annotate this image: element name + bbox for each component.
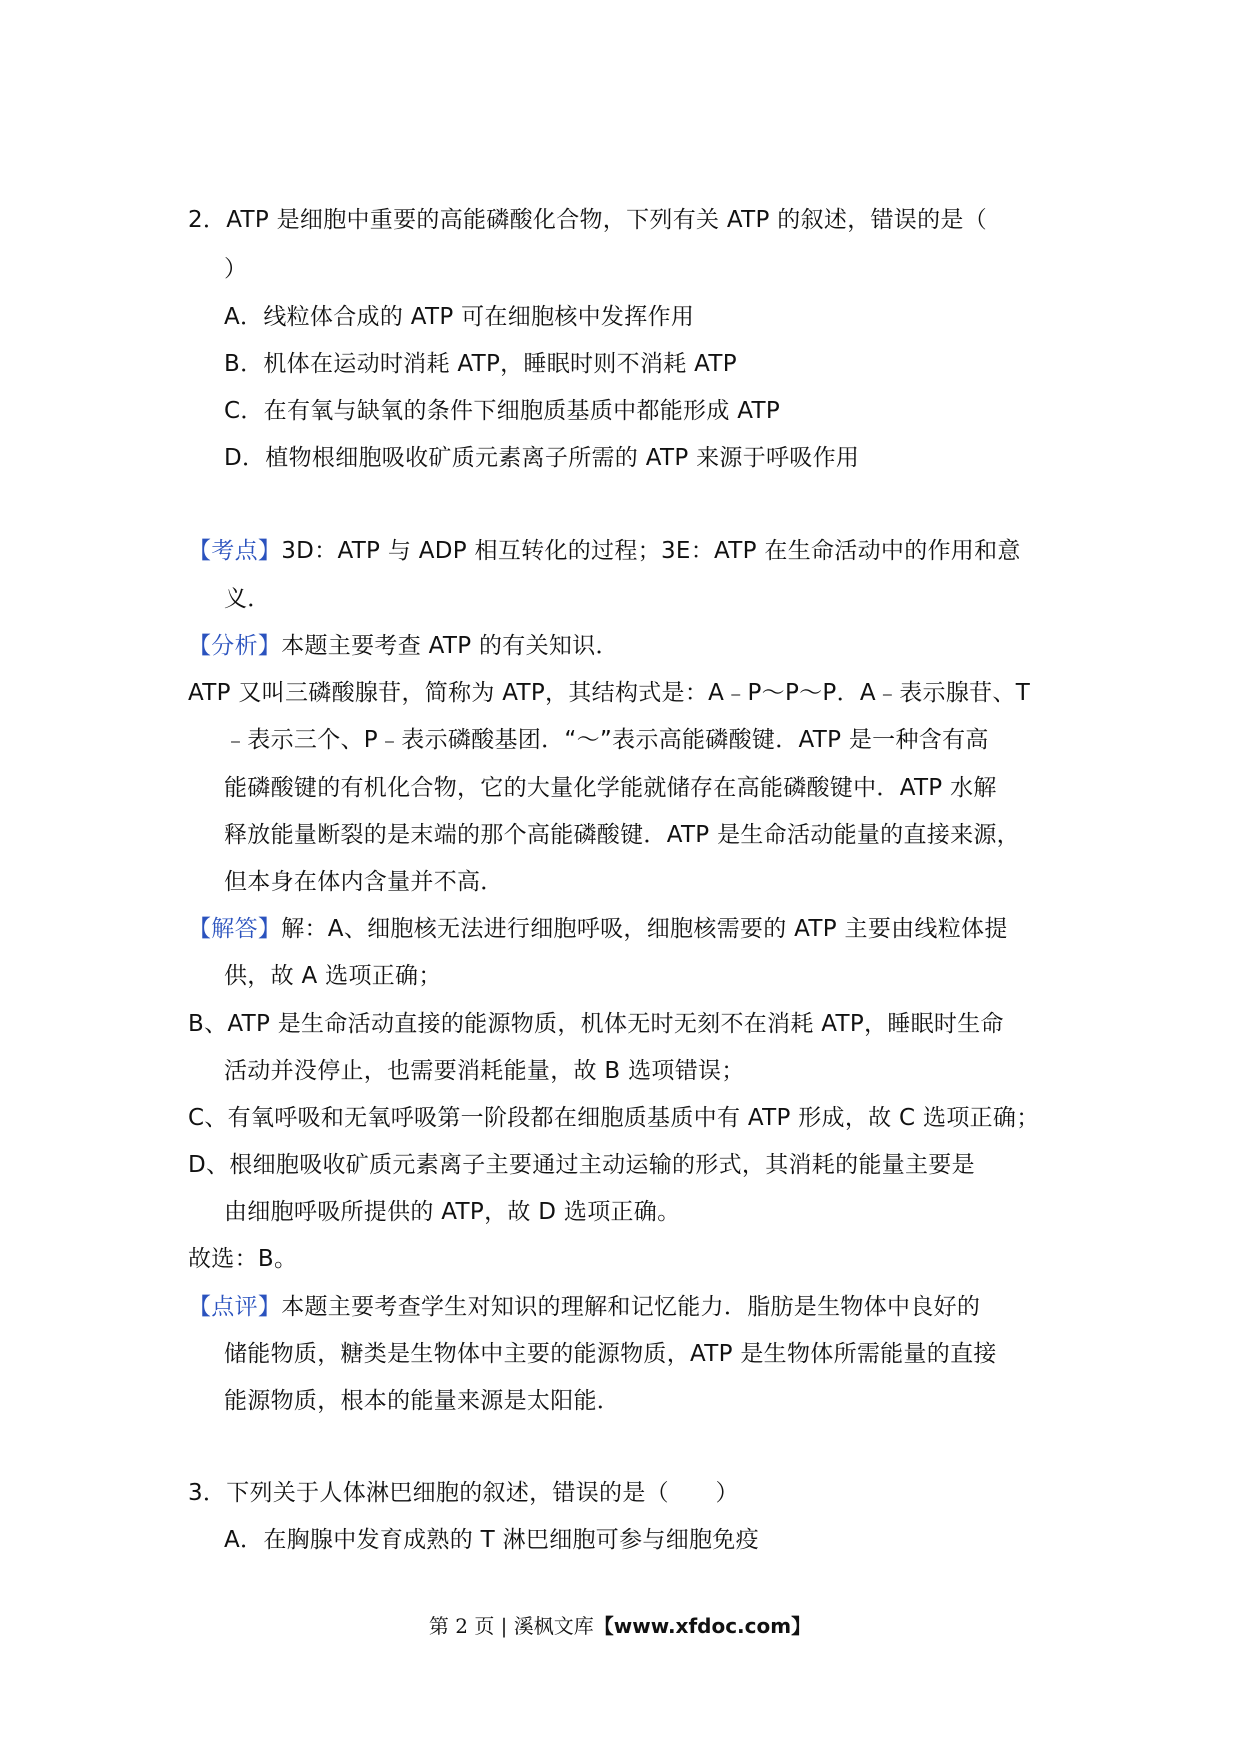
fenxi-body-line: 但本身在体内含量并不高． [224, 869, 504, 895]
jieda-body-line: D、根细胞吸收矿质元素离子主要通过主动运输的形式，其消耗的能量主要是 [188, 1152, 975, 1178]
jieda-body-line: C、有氧呼吸和无氧呼吸第一阶段都在细胞质基质中有 ATP 形成，故 C 选项正确； [188, 1105, 1040, 1131]
page-footer [0, 1612, 1240, 1640]
question-2-option-b: B．机体在运动时消耗 ATP，睡眠时则不消耗 ATP [224, 351, 737, 377]
fenxi-body-line: ATP 又叫三磷酸腺苷，简称为 ATP，其结构式是：A﹣P～P～P．A﹣表示腺苷、T [188, 680, 1031, 706]
question-3-option-a: A．在胸腺中发育成熟的 T 淋巴细胞可参与细胞免疫 [224, 1527, 759, 1553]
fenxi-body-line: 能磷酸键的有机化合物，它的大量化学能就储存在高能磷酸键中．ATP 水解 [224, 775, 997, 801]
kaodian-continuation: 义． [224, 586, 271, 612]
fenxi-body-line: 释放能量断裂的是末端的那个高能磷酸键．ATP 是生命活动能量的直接来源， [224, 822, 1020, 848]
question-2-stem-continuation: ） [224, 256, 248, 282]
question-2-stem: 2．ATP 是细胞中重要的高能磷酸化合物，下列有关 ATP 的叙述，错误的是（ [188, 207, 988, 233]
answer-line: 故选：B。 [188, 1246, 298, 1272]
footer-page-label: 第 2 页 | 溪枫文库 [428, 1614, 594, 1638]
fenxi-text: 本题主要考查 ATP 的有关知识． [281, 633, 619, 659]
fenxi-tag: 【分析】 [188, 633, 282, 659]
dianping-body-line: 储能物质，糖类是生物体中主要的能源物质，ATP 是生物体所需能量的直接 [224, 1341, 997, 1367]
fenxi-line [188, 631, 619, 661]
dianping-line [188, 1292, 980, 1322]
jieda-body-line: B、ATP 是生命活动直接的能源物质，机体无时无刻不在消耗 ATP，睡眠时生命 [188, 1011, 1004, 1037]
question-2-option-d: D．植物根细胞吸收矿质元素离子所需的 ATP 来源于呼吸作用 [224, 445, 860, 471]
question-2-option-c: C．在有氧与缺氧的条件下细胞质基质中都能形成 ATP [224, 398, 781, 424]
footer-site-link[interactable]: 【www.xfdoc.com】 [593, 1614, 812, 1638]
jieda-body-line: 由细胞呼吸所提供的 ATP，故 D 选项正确。 [224, 1199, 681, 1225]
dianping-body-line: 能源物质，根本的能量来源是太阳能． [224, 1388, 621, 1414]
kaodian-line [188, 536, 1021, 566]
jieda-body-line: 供，故 A 选项正确； [224, 963, 442, 989]
question-3-stem: 3．下列关于人体淋巴细胞的叙述，错误的是（ ） [188, 1480, 739, 1506]
kaodian-text: 3D：ATP 与 ADP 相互转化的过程；3E：ATP 在生命活动中的作用和意 [281, 538, 1021, 564]
dianping-text: 本题主要考查学生对知识的理解和记忆能力．脂肪是生物体中良好的 [281, 1294, 981, 1320]
jieda-text: 解：A、细胞核无法进行细胞呼吸，细胞核需要的 ATP 主要由线粒体提 [281, 916, 1008, 942]
kaodian-tag: 【考点】 [188, 538, 282, 564]
jieda-body-line: 活动并没停止，也需要消耗能量，故 B 选项错误； [224, 1058, 745, 1084]
fenxi-body-line: ﹣表示三个、P﹣表示磷酸基团．“～”表示高能磷酸键．ATP 是一种含有高 [224, 727, 989, 753]
jieda-line [188, 914, 1008, 944]
dianping-tag: 【点评】 [188, 1294, 282, 1320]
question-2-option-a: A．线粒体合成的 ATP 可在细胞核中发挥作用 [224, 304, 695, 330]
jieda-tag: 【解答】 [188, 916, 282, 942]
